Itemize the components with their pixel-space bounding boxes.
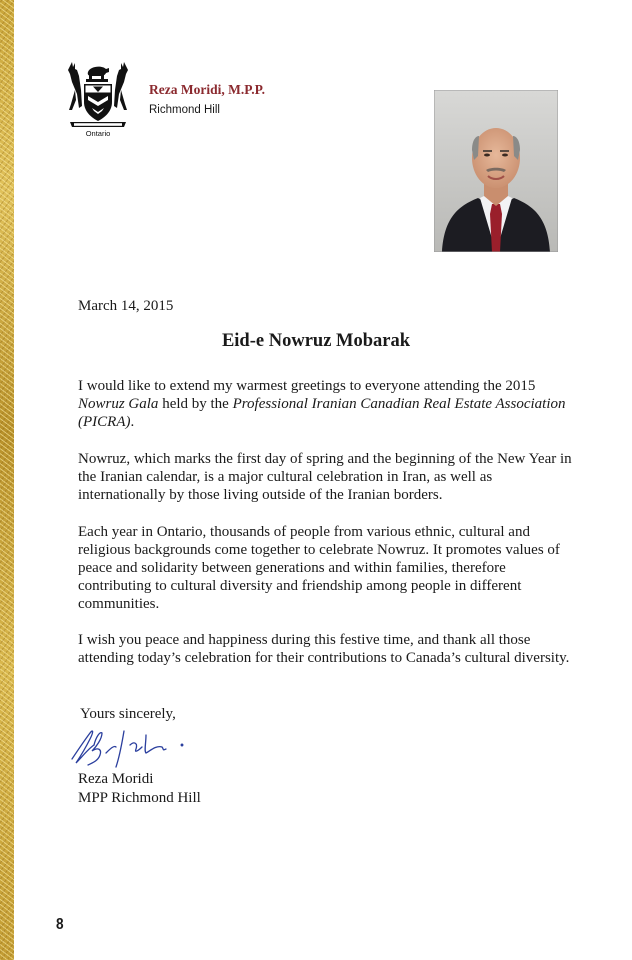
paragraph-3: Each year in Ontario, thousands of people from various ethnic, cultural and religious backgrounds come together to celebrate Nowruz. It promotes values of peace and solidarity between generations and within families, therefore contributing to cultural diversity and friendship among people in different communities.: [78, 524, 560, 612]
signature-image: [66, 723, 196, 769]
gold-page-border: [0, 0, 14, 960]
signer-name: Reza Moridi: [78, 771, 154, 787]
signer-title: MPP Richmond Hill: [78, 790, 201, 806]
riding-name: Richmond Hill: [149, 104, 220, 116]
paragraph-2: Nowruz, which marks the first day of spring and the beginning of the New Year in the Iranian calendar, is a major cultural celebration in Iran, as well as internationally by those living outside of the Iranian borders.: [78, 451, 572, 503]
letterhead: [62, 60, 302, 140]
page-number: 8: [56, 916, 64, 933]
letter-title: Eid-e Nowruz Mobarak: [221, 331, 411, 351]
paragraph-1: I would like to extend my warmest greetings to everyone attending the 2015 Nowruz Gala held by the Professional Iranian Canadian Real Estate Association (PICRA).: [78, 378, 566, 430]
letter-date: March 14, 2015: [78, 298, 174, 314]
paragraph-4: I wish you peace and happiness during this festive time, and thank all those attending today’s celebration for their contributions to Canada’s cultural diversity.: [78, 632, 570, 666]
closing-salutation: Yours sincerely,: [80, 706, 176, 722]
ontario-coat-of-arms-icon: [62, 60, 134, 138]
mpp-name: Reza Moridi, M.P.P.: [149, 82, 265, 97]
portrait-photo: [434, 90, 558, 252]
crest-label: Ontario: [85, 129, 111, 138]
